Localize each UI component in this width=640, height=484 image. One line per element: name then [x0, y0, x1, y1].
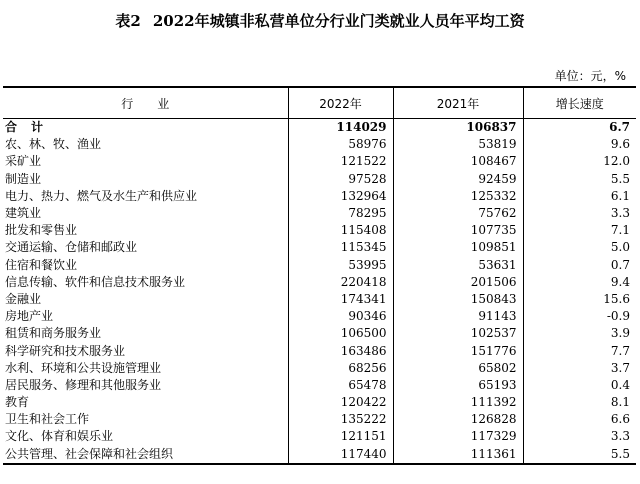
wage-2021-cell: 117329: [393, 428, 523, 445]
wage-2022-cell: 120422: [288, 394, 393, 411]
industry-cell: 金融业: [5, 291, 42, 306]
growth-rate-cell: 3.3: [523, 428, 636, 445]
growth-rate-cell: 0.7: [523, 257, 636, 274]
wage-2021-cell: 150843: [393, 291, 523, 308]
wage-2022-cell: 90346: [288, 308, 393, 325]
table-row: [3, 171, 636, 188]
growth-rate-cell: 15.6: [523, 291, 636, 308]
table-row: [3, 428, 636, 445]
growth-rate-cell: 9.6: [523, 136, 636, 153]
table-row: [3, 325, 636, 342]
table-row: [3, 257, 636, 274]
wage-2022-cell: 163486: [288, 342, 393, 359]
growth-rate-cell: 6.1: [523, 188, 636, 205]
growth-rate-cell: 5.5: [523, 446, 636, 464]
growth-rate-cell: 5.5: [523, 171, 636, 188]
industry-cell: 建筑业: [5, 206, 42, 221]
industry-cell: 居民服务、修理和其他服务业: [5, 377, 162, 392]
growth-rate-cell: -0.9: [523, 308, 636, 325]
growth-rate-cell: 12.0: [523, 153, 636, 170]
wage-2022-cell: 220418: [288, 274, 393, 291]
wage-2021-cell: 126828: [393, 411, 523, 428]
wage-2022-cell: 121522: [288, 153, 393, 170]
growth-rate-cell: 9.4: [523, 274, 636, 291]
table-row: [3, 360, 636, 377]
wage-2021-cell: 151776: [393, 342, 523, 359]
industry-cell: 电力、热力、燃气及水生产和供应业: [5, 188, 198, 203]
table-row: [3, 446, 636, 464]
industry-cell: 制造业: [5, 171, 42, 186]
growth-rate-cell: 7.1: [523, 222, 636, 239]
table-row: [3, 342, 636, 359]
growth-rate-cell: 6.6: [523, 411, 636, 428]
wage-2021-cell: 109851: [393, 239, 523, 256]
growth-rate-cell: 0.4: [523, 377, 636, 394]
industry-cell: 合计: [5, 120, 58, 135]
table-title-text: 2022年城镇非私营单位分行业门类就业人员年平均工资: [152, 12, 525, 30]
wage-2021-cell: 201506: [393, 274, 523, 291]
wage-2022-cell: 53995: [288, 257, 393, 274]
industry-cell: 卫生和社会工作: [5, 412, 90, 427]
table-row: [3, 394, 636, 411]
wage-2021-cell: 111392: [393, 394, 523, 411]
industry-cell: 房地产业: [5, 309, 54, 324]
table-header: [3, 87, 636, 119]
industry-cell: 交通运输、仓储和邮政业: [5, 240, 138, 255]
header-row: [3, 87, 636, 119]
growth-rate-cell: 7.7: [523, 342, 636, 359]
header-industry: 行业: [3, 87, 288, 119]
wage-2022-cell: 78295: [288, 205, 393, 222]
industry-cell: 文化、体育和娱乐业: [5, 429, 114, 444]
wage-2022-cell: 121151: [288, 428, 393, 445]
wage-2022-cell: 115345: [288, 239, 393, 256]
wage-2021-cell: 65802: [393, 360, 523, 377]
table-row: [3, 136, 636, 153]
growth-rate-cell: 3.9: [523, 325, 636, 342]
industry-cell: 信息传输、软件和信息技术服务业: [5, 274, 186, 289]
wage-2021-cell: 75762: [393, 205, 523, 222]
industry-cell: 农、林、牧、渔业: [5, 137, 102, 152]
wage-2021-cell: 53819: [393, 136, 523, 153]
table-row: [3, 377, 636, 394]
wage-2021-cell: 108467: [393, 153, 523, 170]
table-row: [3, 188, 636, 205]
wage-2021-cell: 65193: [393, 377, 523, 394]
wage-2021-cell: 53631: [393, 257, 523, 274]
wage-2022-cell: 114029: [288, 119, 393, 137]
wage-2021-cell: 106837: [393, 119, 523, 137]
growth-rate-cell: 5.0: [523, 239, 636, 256]
table-row: [3, 222, 636, 239]
wage-2022-cell: 135222: [288, 411, 393, 428]
industry-cell: 租赁和商务服务业: [5, 326, 102, 341]
wage-2022-cell: 65478: [288, 377, 393, 394]
wage-2022-cell: 106500: [288, 325, 393, 342]
table-row: [3, 153, 636, 170]
growth-rate-cell: 6.7: [523, 119, 636, 137]
table-row: [3, 308, 636, 325]
wage-2021-cell: 111361: [393, 446, 523, 464]
industry-cell: 批发和零售业: [5, 223, 78, 238]
unit-label: 单位：元，%: [554, 69, 626, 83]
wage-2022-cell: 68256: [288, 360, 393, 377]
growth-rate-cell: 3.3: [523, 205, 636, 222]
growth-rate-cell: 3.7: [523, 360, 636, 377]
industry-cell: 住宿和餐饮业: [5, 257, 78, 272]
growth-rate-cell: 8.1: [523, 394, 636, 411]
table-row: [3, 205, 636, 222]
industry-cell: 公共管理、社会保障和社会组织: [3, 446, 288, 464]
table-row: [3, 274, 636, 291]
header-growth: 增长速度: [523, 87, 636, 119]
table-title: [0, 10, 640, 31]
wage-2022-cell: 115408: [288, 222, 393, 239]
total-row: [3, 119, 636, 137]
industry-cell: 科学研究和技术服务业: [5, 343, 126, 358]
industry-cell: 水利、环境和公共设施管理业: [5, 360, 162, 375]
header-2022: 2022年: [288, 87, 393, 119]
wage-table: [3, 86, 636, 465]
wage-2021-cell: 102537: [393, 325, 523, 342]
wage-2021-cell: 91143: [393, 308, 523, 325]
wage-2022-cell: 58976: [288, 136, 393, 153]
wage-2022-cell: 132964: [288, 188, 393, 205]
wage-2021-cell: 92459: [393, 171, 523, 188]
wage-2022-cell: 174341: [288, 291, 393, 308]
table-body: [3, 119, 636, 464]
table-number: 表2: [115, 12, 141, 30]
header-2021: 2021年: [393, 87, 523, 119]
table-row: [3, 239, 636, 256]
industry-cell: 教育: [5, 395, 30, 410]
wage-2022-cell: 117440: [288, 446, 393, 464]
table-row: [3, 291, 636, 308]
industry-cell: 采矿业: [5, 154, 42, 169]
table-row: [3, 411, 636, 428]
wage-2022-cell: 97528: [288, 171, 393, 188]
wage-2021-cell: 125332: [393, 188, 523, 205]
wage-2021-cell: 107735: [393, 222, 523, 239]
